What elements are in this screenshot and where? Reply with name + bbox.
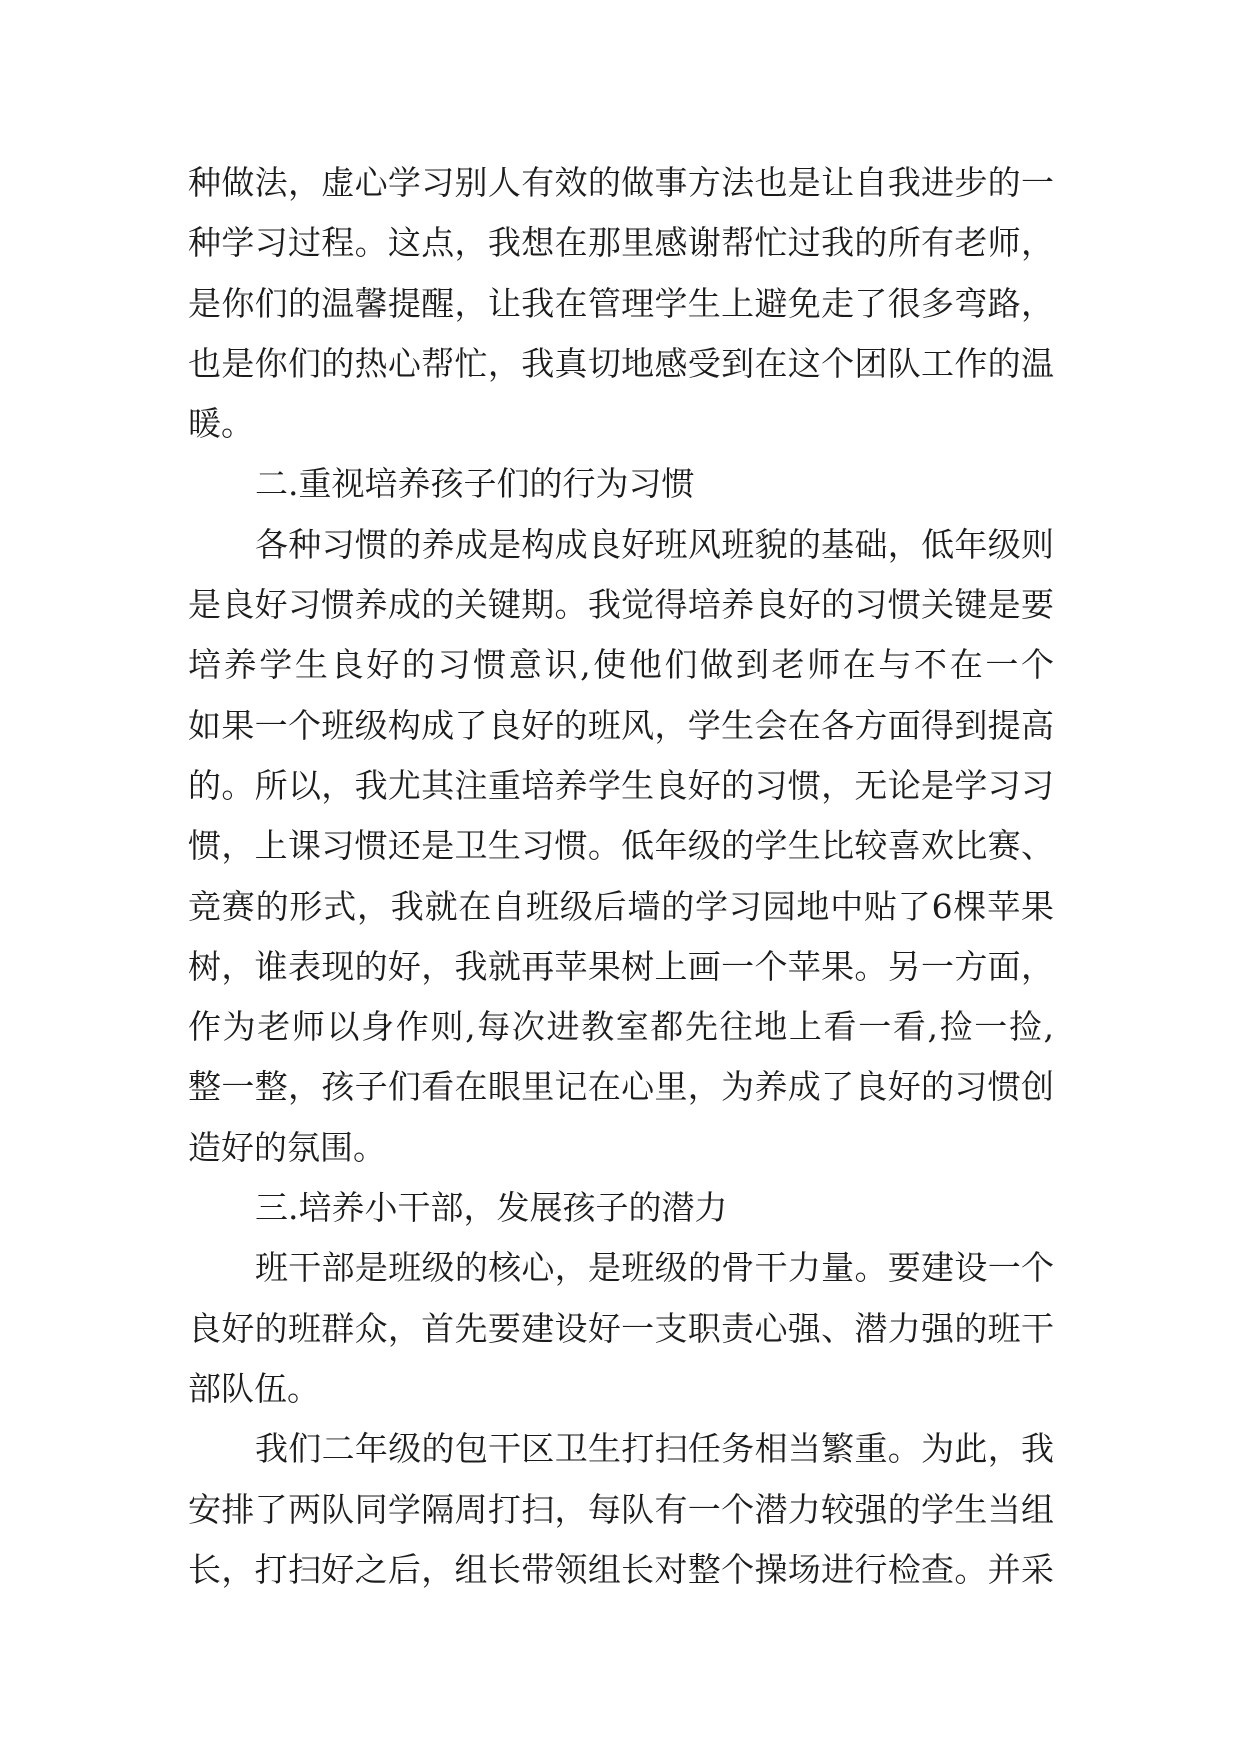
body-text	[188, 153, 1054, 1600]
section	[188, 454, 1054, 1178]
text-line: 的。所以，我尤其注重培养学生良好的习惯，无论是学习习	[188, 765, 1054, 805]
text-line: 是你们的温馨提醒，让我在管理学生上避免走了很多弯路，	[188, 283, 1054, 323]
section	[188, 1178, 1054, 1600]
text-line: 惯，上课习惯还是卫生习惯。低年级的学生比较喜欢比赛、	[188, 826, 1054, 866]
text-line: 整一整，孩子们看在眼里记在心里，为养成了良好的习惯创	[188, 1067, 1054, 1107]
text-line: 种做法，虚心学习别人有效的做事方法也是让自我进步的一	[188, 163, 1054, 202]
text-line: 是良好习惯养成的关键期。我觉得培养良好的习惯关键是要	[188, 585, 1054, 625]
text-line: 作为老师以身作则,每次进教室都先往地上看一看,捡一捡,	[188, 1007, 1054, 1047]
text-line: 也是你们的热心帮忙，我真切地感受到在这个团队工作的温	[188, 343, 1054, 383]
paragraph	[188, 1419, 1054, 1600]
paragraph	[188, 515, 1054, 1178]
text-line: 培养学生良好的习惯意识,使他们做到老师在与不在一个	[188, 645, 1054, 685]
text-line: 班干部是班级的核心，是班级的骨干力量。要建设一个	[255, 1248, 1054, 1288]
paragraph	[188, 153, 1054, 454]
text-line: 长，打扫好之后，组长带领组长对整个操场进行检查。并采	[188, 1549, 1054, 1589]
text-line: 各种习惯的养成是构成良好班风班貌的基础，低年级则	[255, 524, 1054, 564]
text-line: 暖。	[188, 404, 254, 444]
text-line: 良好的班群众，首先要建设好一支职责心强、潜力强的班干	[188, 1308, 1054, 1348]
text-line: 安排了两队同学隔周打扫，每队有一个潜力较强的学生当组	[188, 1489, 1054, 1529]
text-line: 我们二年级的包干区卫生打扫任务相当繁重。为此，我	[255, 1429, 1054, 1469]
section-heading: 二.重视培养孩子们的行为习惯	[255, 464, 695, 504]
text-line: 种学习过程。这点，我想在那里感谢帮忙过我的所有老师，	[188, 223, 1054, 263]
text-line: 部队伍。	[188, 1368, 320, 1408]
section-heading: 三.培养小干部，发展孩子的潜力	[255, 1188, 728, 1228]
text-line: 树，谁表现的好，我就再苹果树上画一个苹果。另一方面，	[188, 946, 1054, 986]
text-line: 造好的氛围。	[188, 1127, 386, 1167]
text-line: 如果一个班级构成了良好的班风，学生会在各方面得到提高	[188, 705, 1054, 745]
paragraph	[188, 1238, 1054, 1419]
text-line: 竞赛的形式，我就在自班级后墙的学习园地中贴了6棵苹果	[188, 886, 1054, 926]
